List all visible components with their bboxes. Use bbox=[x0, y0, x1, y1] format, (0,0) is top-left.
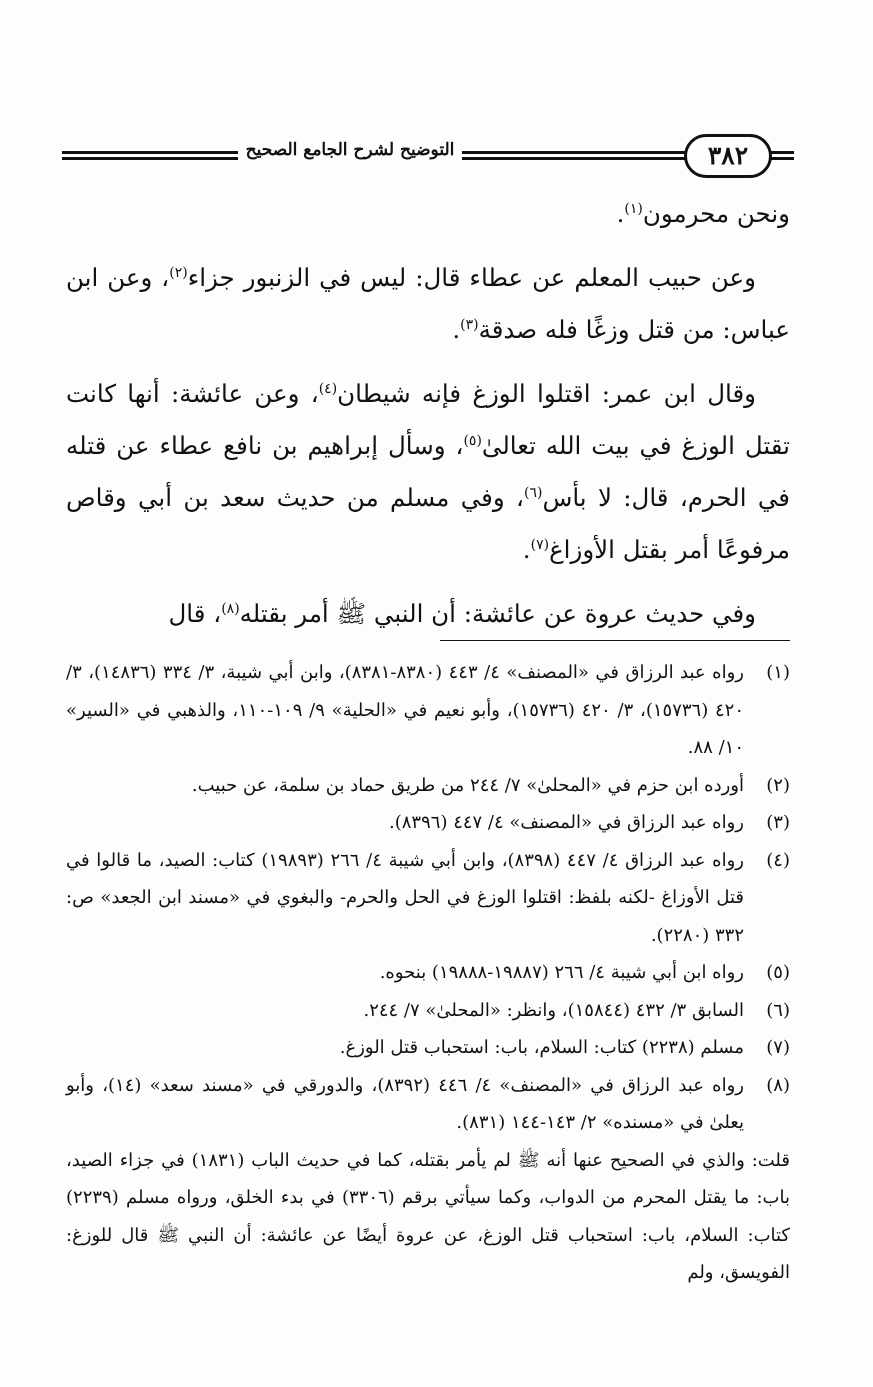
footnote-text: أورده ابن حزم في «المحلىٰ» ٧/ ٢٤٤ من طريق حماد بن سلمة، عن حبيب. bbox=[191, 774, 744, 796]
footnote-marker: (٧) bbox=[530, 536, 550, 553]
footnote-text: رواه عبد الرزاق في «المصنف» ٤/ ٤٤٣ (٨٣٨٠-٨٣٨١)، وابن أبي شيبة، ٣/ ٣٣٤ (١٤٨٣٦)، ٣/ ٤٢٠ (١٥٧٣٦)، ٣/ ٤٢٠ (١٥٧٣٦)، وأبو نعيم في «الحلية» ٩/ ١٠٩-١١٠، والذهبي في «السير» ١٠/ ٨٨. bbox=[66, 662, 745, 758]
footnote-commentary: قلت: والذي في الصحيح عنها أنه ﷺ لم يأمر بقتله، كما في حديث الباب (١٨٣١) في جزاء الصيد، باب: ما يقتل المحرم من الدواب، وكما سيأتي برقم (٣٣٠٦) في بدء الخلق، ورواه مسلم (٢٢٣٩) كتاب: السلام، باب: استحباب قتل الوزغ، عن عروة أيضًا عن عائشة: أن النبي ﷺ قال للوزغ: الفويسق، ولم bbox=[66, 1149, 791, 1283]
footnote-text: رواه عبد الرزاق في «المصنف» ٤/ ٤٤٧ (٨٣٩٦). bbox=[389, 812, 744, 833]
footnote bbox=[66, 842, 790, 955]
footnote-text: مسلم (٢٢٣٨) كتاب: السلام، باب: استحباب قتل الوزغ. bbox=[339, 1037, 744, 1058]
footnote-marker: (٦) bbox=[523, 484, 543, 501]
footnote-marker: (١) bbox=[624, 200, 643, 217]
footnote-marker: (٥) bbox=[463, 432, 482, 449]
text-run: ، وسأل إبراهيم بن نافع عطاء عن قتله في الحرم، قال: لا بأس bbox=[66, 431, 790, 512]
paragraph bbox=[66, 252, 790, 356]
footnote-text: رواه ابن أبي شيبة ٤/ ٢٦٦ (١٩٨٨٧-١٩٨٨٨) بنحوه. bbox=[379, 962, 744, 983]
footnote bbox=[66, 767, 790, 805]
main-text bbox=[66, 188, 790, 652]
footnote-text: السابق ٣/ ٤٣٢ (١٥٨٤٤)، وانظر: «المحلىٰ» ٧/ ٢٤٤. bbox=[363, 999, 744, 1021]
text-run: . bbox=[616, 199, 625, 228]
text-run: وعن حبيب المعلم عن عطاء قال: ليس في الزنبور جزاء bbox=[187, 263, 757, 292]
footnotes bbox=[66, 654, 790, 1292]
footnote-number: (٣) bbox=[766, 812, 790, 833]
text-run: وقال ابن عمر: اقتلوا الوزغ فإنه شيطان bbox=[337, 379, 757, 408]
running-header bbox=[62, 134, 794, 180]
header-rule-left bbox=[62, 151, 238, 160]
footnote-text: رواه عبد الرزاق في «المصنف» ٤/ ٤٤٦ (٨٣٩٢)، والدورقي في «مسند سعد» (١٤)، وأبو يعلىٰ في «مسنده» ٢/ ١٤٣-١٤٤ (٨٣١). bbox=[66, 1074, 744, 1133]
paragraph bbox=[66, 368, 790, 576]
text-run: ، وعن عائشة: أنها كانت تقتل الوزغ في بيت الله تعالىٰ bbox=[66, 379, 790, 460]
paragraph bbox=[66, 188, 790, 240]
footnote-marker: (٢) bbox=[169, 264, 188, 281]
paragraph bbox=[66, 588, 790, 640]
footnote-text: رواه عبد الرزاق ٤/ ٤٤٧ (٨٣٩٨)، وابن أبي شيبة ٤/ ٢٦٦ (١٩٨٩٣) كتاب: الصيد، ما قالوا في قتل الأوزاغ -لكنه بلفظ: اقتلوا الوزغ في الحل والحرم- والبغوي في «مسند ابن الجعد» ص: ٣٣٢ (٢٢٨٠). bbox=[66, 849, 744, 946]
header-rule-end bbox=[770, 151, 794, 160]
text-run: ، قال bbox=[168, 599, 222, 628]
footnote-number: (٤) bbox=[766, 849, 790, 871]
footnote bbox=[66, 654, 790, 767]
page-number: ٣٨٢ bbox=[684, 134, 772, 178]
footnote bbox=[66, 954, 790, 992]
text-run: . bbox=[452, 315, 461, 344]
footnote-separator bbox=[440, 640, 790, 641]
header-rule-right bbox=[462, 151, 686, 160]
footnote-marker: (٨) bbox=[221, 600, 240, 617]
footnote-number: (٨) bbox=[766, 1074, 790, 1096]
footnote bbox=[66, 1067, 790, 1142]
footnote bbox=[66, 992, 790, 1030]
footnote-marker: (٤) bbox=[318, 380, 338, 397]
footnote-number: (٧) bbox=[766, 1037, 790, 1058]
footnote-number: (٢) bbox=[766, 774, 790, 796]
footnote bbox=[66, 804, 790, 842]
footnote-number: (١) bbox=[766, 662, 790, 683]
text-run: . bbox=[522, 535, 531, 564]
book-title: التوضيح لشرح الجامع الصحيح bbox=[245, 140, 455, 160]
footnote bbox=[66, 1029, 790, 1067]
text-run: ، وفي مسلم من حديث سعد بن أبي وقاص مرفوعًا أمر بقتل الأوزاغ bbox=[66, 483, 790, 564]
text-run: ونحن محرمون bbox=[642, 199, 790, 228]
footnote-number: (٥) bbox=[766, 962, 790, 983]
footnote-marker: (٣) bbox=[460, 316, 479, 333]
text-run: وفي حديث عروة عن عائشة: أن النبي ﷺ أمر بقتله bbox=[239, 599, 756, 628]
footnote-number: (٦) bbox=[766, 999, 790, 1021]
text-run: ، وعن ابن عباس: من قتل وزغًا فله صدقة bbox=[66, 263, 790, 344]
